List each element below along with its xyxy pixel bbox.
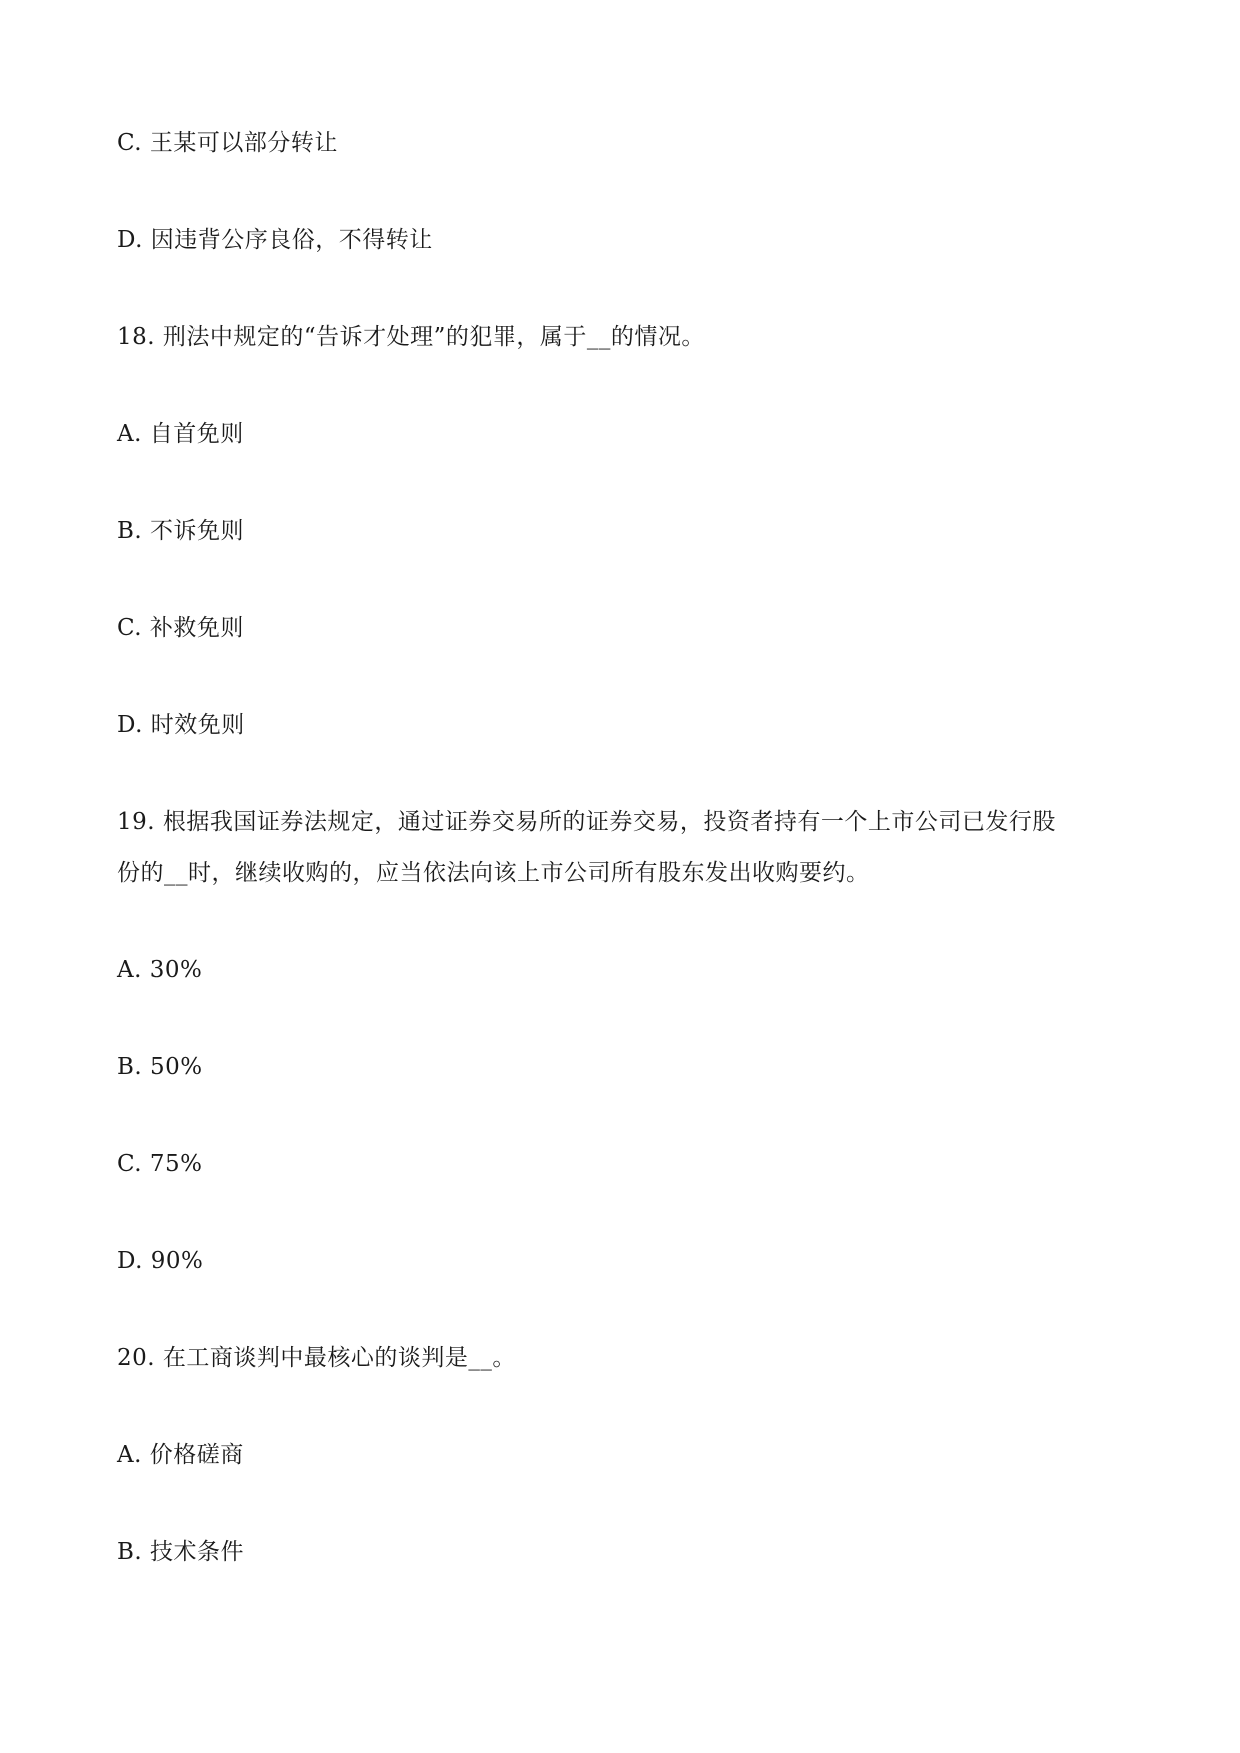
option-19b: B. 50% bbox=[117, 1054, 203, 1080]
option-18c: C. 补救免则 bbox=[117, 615, 244, 641]
option-20a: A. 价格磋商 bbox=[117, 1442, 244, 1468]
question-19-line-1: 19. 根据我国证券法规定，通过证券交易所的证券交易，投资者持有一个上市公司已发行股 bbox=[117, 809, 1056, 835]
option-19a: A. 30% bbox=[117, 957, 203, 983]
option-18a: A. 自首免则 bbox=[117, 421, 244, 447]
question-18: 18. 刑法中规定的“告诉才处理”的犯罪，属于__的情况。 bbox=[117, 324, 705, 350]
question-20: 20. 在工商谈判中最核心的谈判是__。 bbox=[117, 1345, 516, 1371]
option-17c: C. 王某可以部分转让 bbox=[117, 130, 338, 156]
question-19-line-2: 份的__时，继续收购的，应当依法向该上市公司所有股东发出收购要约。 bbox=[117, 860, 870, 886]
option-19d: D. 90% bbox=[117, 1248, 204, 1274]
option-18d: D. 时效免则 bbox=[117, 712, 245, 738]
option-19c: C. 75% bbox=[117, 1151, 203, 1177]
option-17d: D. 因违背公序良俗，不得转让 bbox=[117, 227, 433, 253]
option-20b: B. 技术条件 bbox=[117, 1539, 245, 1565]
option-18b: B. 不诉免则 bbox=[117, 518, 245, 544]
